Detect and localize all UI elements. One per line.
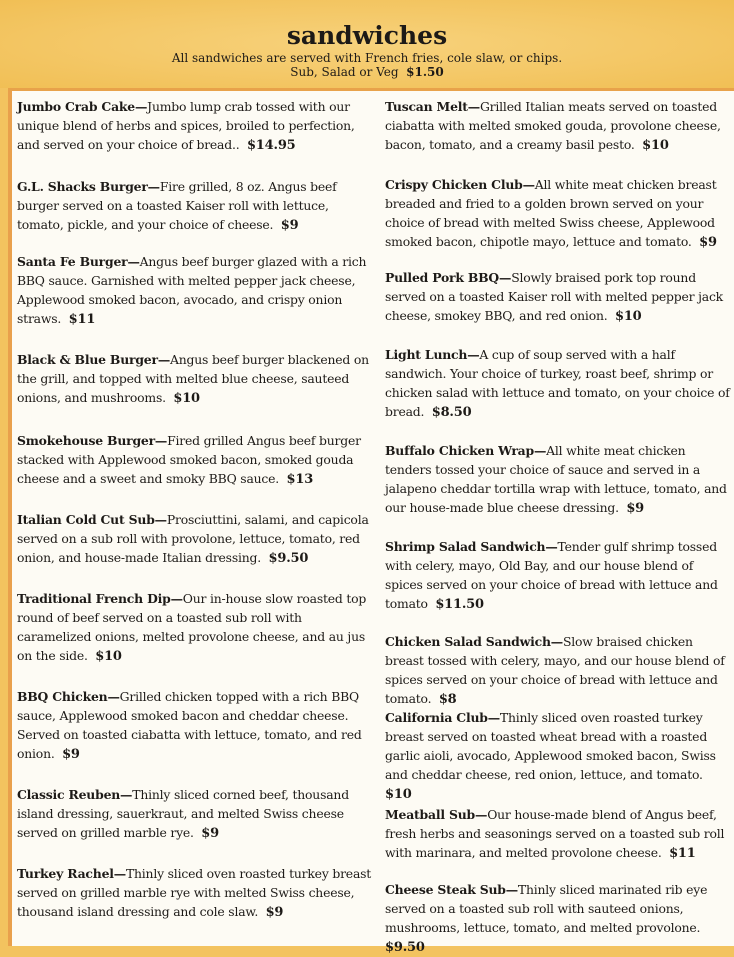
menu-item bbox=[17, 864, 372, 922]
item-description: Our house-made blend of Angus beef, fresh herbs and seasonings served on a toasted sub roll with marinara, and melted provolone cheese. bbox=[385, 807, 725, 860]
item-price: $9 bbox=[265, 905, 284, 920]
item-price: $10 bbox=[95, 649, 122, 664]
menu-item bbox=[17, 97, 372, 155]
menu-item bbox=[17, 177, 372, 235]
item-name: Shrimp Salad Sandwich— bbox=[385, 539, 558, 554]
item-price: $10 bbox=[173, 391, 200, 406]
menu-item bbox=[385, 632, 730, 709]
menu-item bbox=[385, 345, 730, 422]
menu-item bbox=[385, 441, 730, 518]
item-price: $10 bbox=[614, 309, 642, 324]
item-name: Classic Reuben— bbox=[17, 787, 133, 802]
item-description: Grilled Italian meats served on toasted ciabatta with melted smoked gouda, provolone cheese, bacon, tomato, and a creamy basil pesto. bbox=[385, 99, 721, 152]
menu-item bbox=[385, 268, 730, 326]
menu-item bbox=[17, 687, 372, 764]
item-price: $11 bbox=[669, 846, 696, 861]
item-name: Traditional French Dip— bbox=[17, 591, 183, 606]
menu-item bbox=[385, 880, 730, 957]
item-name: Meatball Sub— bbox=[385, 807, 488, 822]
item-name: Black & Blue Burger— bbox=[17, 352, 171, 367]
menu-item bbox=[17, 252, 372, 329]
item-price: $14.95 bbox=[246, 138, 296, 153]
item-description: Thinly sliced corned beef, thousand island dressing, sauerkraut, and melted Swiss cheese served on grilled marble rye. bbox=[17, 787, 349, 840]
item-price: $9 bbox=[626, 501, 645, 516]
section-subtitle: All sandwiches are served with French fries, cole slaw, or chips. bbox=[171, 51, 563, 65]
item-name: BBQ Chicken— bbox=[17, 689, 120, 704]
item-price: $9 bbox=[280, 218, 299, 233]
item-price: $8 bbox=[438, 692, 457, 707]
item-description: Fire grilled, 8 oz. Angus beef burger served on a toasted Kaiser roll with lettuce, tomato, pickle, and your choice of cheese. bbox=[17, 179, 337, 232]
item-price: $10 bbox=[642, 138, 669, 153]
item-price: $13 bbox=[286, 472, 314, 487]
item-name: Crispy Chicken Club— bbox=[385, 177, 535, 192]
item-description: Angus beef burger blackened on the grill, and topped with melted blue cheese, sauteed onions, and mushrooms. bbox=[17, 352, 369, 405]
menu-item bbox=[385, 97, 730, 155]
menu-panel bbox=[8, 88, 734, 955]
item-name: Light Lunch— bbox=[385, 347, 480, 362]
menu-header bbox=[0, 0, 734, 88]
item-name: Pulled Pork BBQ— bbox=[385, 270, 512, 285]
item-name: California Club— bbox=[385, 710, 500, 725]
item-name: Turkey Rachel— bbox=[17, 866, 126, 881]
menu-item bbox=[385, 537, 730, 614]
item-description: Angus beef burger glazed with a rich BBQ sauce. Garnished with melted pepper jack cheese, Applewood smoked bacon, avocado, and crispy onion straws. bbox=[17, 254, 367, 326]
menu-item bbox=[17, 589, 372, 666]
item-price: $9 bbox=[62, 747, 80, 762]
item-description: Fired grilled Angus beef burger stacked with Applewood smoked bacon, smoked gouda cheese and a sweet and smoky BBQ sauce. bbox=[17, 433, 361, 486]
item-price: $9.50 bbox=[268, 551, 309, 566]
item-name: Cheese Steak Sub— bbox=[385, 882, 518, 897]
item-name: Italian Cold Cut Sub— bbox=[17, 512, 167, 527]
item-description: Jumbo lump crab tossed with our unique blend of herbs and spices, broiled to perfection, and served on your choice of bread.. bbox=[17, 99, 355, 152]
menu-item bbox=[17, 510, 372, 568]
substitution-label: Sub, Salad or Veg bbox=[290, 65, 399, 79]
item-description: Prosciuttini, salami, and capicola served on a sub roll with provolone, lettuce, tomato, red onion, and house-made Italian dressing. bbox=[17, 512, 369, 565]
item-price: $11.50 bbox=[435, 597, 484, 612]
item-price: $10 bbox=[385, 787, 412, 802]
menu-item bbox=[17, 785, 372, 843]
substitution-price: $1.50 bbox=[406, 65, 444, 79]
item-price: $9 bbox=[699, 235, 717, 250]
item-description: Grilled chicken topped with a rich BBQ sauce, Applewood smoked bacon and cheddar cheese. Served on toasted ciabatta with lettuce, tomato, and red onion. bbox=[17, 689, 362, 761]
item-price: $9.50 bbox=[385, 940, 425, 955]
item-description: A cup of soup served with a half sandwich. Your choice of turkey, roast beef, shrimp or chicken salad with lettuce and tomato, on your choice of bread. bbox=[385, 347, 730, 419]
item-description: Thinly sliced oven roasted turkey breast served on toasted wheat bread with a roasted garlic aioli, avocado, Applewood smoked bacon, Swiss and cheddar cheese, red onion, lettuce, and tomato. bbox=[385, 710, 716, 782]
item-description: Slowly braised pork top round served on a toasted Kaiser roll with melted pepper jack cheese, smokey BBQ, and red onion. bbox=[385, 270, 723, 323]
item-name: Smokehouse Burger— bbox=[17, 433, 168, 448]
substitution-note bbox=[0, 65, 734, 79]
item-name: Buffalo Chicken Wrap— bbox=[385, 443, 547, 458]
item-price: $11 bbox=[68, 312, 96, 327]
section-title: sandwiches bbox=[286, 21, 448, 50]
item-description: All white meat chicken tenders tossed your choice of sauce and served in a jalapeno cheddar tortilla wrap with lettuce, tomato, and our house-made blue cheese dressing. bbox=[385, 443, 727, 515]
item-description: Thinly sliced oven roasted turkey breast served on grilled marble rye with melted Swiss cheese, thousand island dressing and cole slaw. bbox=[17, 866, 372, 919]
menu-item bbox=[385, 175, 730, 252]
menu-item bbox=[17, 431, 372, 489]
item-description: All white meat chicken breast breaded and fried to a golden brown served on your choice of bread with melted Swiss cheese, Applewood smoked bacon, chipotle mayo, lettuce and tomato. bbox=[385, 177, 717, 249]
menu-item bbox=[385, 708, 730, 804]
item-price: $9 bbox=[201, 826, 219, 841]
menu-item bbox=[385, 805, 730, 863]
item-name: Jumbo Crab Cake— bbox=[17, 99, 148, 114]
item-description: Tender gulf shrimp tossed with celery, mayo, Old Bay, and our house blend of spices served on your choice of bread with lettuce and tomato bbox=[385, 539, 718, 611]
item-description: Thinly sliced marinated rib eye served on a toasted sub roll with sauteed onions, mushrooms, lettuce, tomato, and melted provolone. bbox=[385, 882, 708, 935]
item-name: Chicken Salad Sandwich— bbox=[385, 634, 563, 649]
menu-item bbox=[17, 350, 372, 408]
item-name: Santa Fe Burger— bbox=[17, 254, 140, 269]
item-description: Our in-house slow roasted top round of beef served on a toasted sub roll with caramelized onions, melted provolone cheese, and au jus on the side. bbox=[17, 591, 367, 663]
item-name: G.L. Shacks Burger— bbox=[17, 179, 160, 194]
item-description: Slow braised chicken breast tossed with celery, mayo, and our house blend of spices served on your choice of bread with lettuce and tomato. bbox=[385, 634, 725, 706]
item-price: $8.50 bbox=[431, 405, 472, 420]
item-name: Tuscan Melt— bbox=[385, 99, 480, 114]
